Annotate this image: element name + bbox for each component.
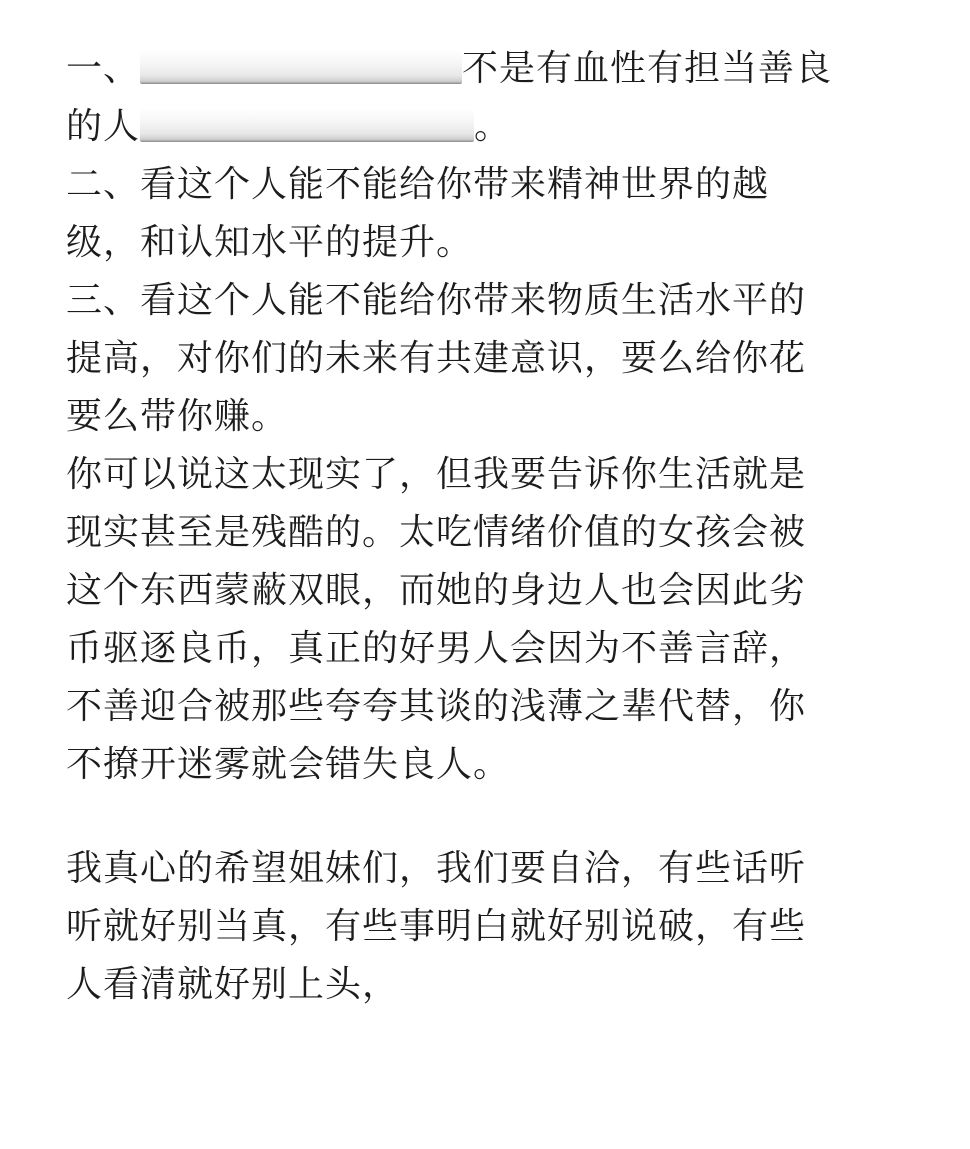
text-line-12: 不善迎合被那些夸夸其谈的浅薄之辈代替，你 <box>66 686 807 727</box>
text-segment: 一、 <box>66 48 141 89</box>
text-segment: 的人 <box>66 106 141 147</box>
text-line-8: 你可以说这太现实了，但我要告诉你生活就是 <box>66 454 807 495</box>
redacted-area <box>140 108 474 142</box>
text-line-2 <box>66 98 906 156</box>
text-segment: 不是有血性有担当善良 <box>462 48 833 89</box>
text-line-4: 级，和认知水平的提升。 <box>66 222 474 263</box>
text-segment: 。 <box>474 106 512 147</box>
text-line-11: 币驱逐良币，真正的好男人会因为不善言辞， <box>66 628 807 669</box>
redacted-area <box>140 50 462 84</box>
text-line-7: 要么带你赚。 <box>66 396 289 437</box>
text-line-3: 二、看这个人能不能给你带来精神世界的越 <box>66 164 770 205</box>
text-line-10: 这个东西蒙蔽双眼，而她的身边人也会因此劣 <box>66 570 807 611</box>
text-line-5: 三、看这个人能不能给你带来物质生活水平的 <box>66 280 807 321</box>
document-body <box>66 40 906 1014</box>
text-line-1 <box>66 40 906 98</box>
text-line-14: 我真心的希望姐妹们，我们要自洽，有些话听 <box>66 848 807 889</box>
text-line-6: 提高，对你们的未来有共建意识，要么给你花 <box>66 338 807 379</box>
text-line-16: 人看清就好别上头， <box>66 964 400 1005</box>
text-line-9: 现实甚至是残酷的。太吃情绪价值的女孩会被 <box>66 512 807 553</box>
text-line-15: 听就好别当真，有些事明白就好别说破，有些 <box>66 906 807 947</box>
blank-line <box>66 794 906 840</box>
text-line-13: 不撩开迷雾就会错失良人。 <box>66 744 511 785</box>
